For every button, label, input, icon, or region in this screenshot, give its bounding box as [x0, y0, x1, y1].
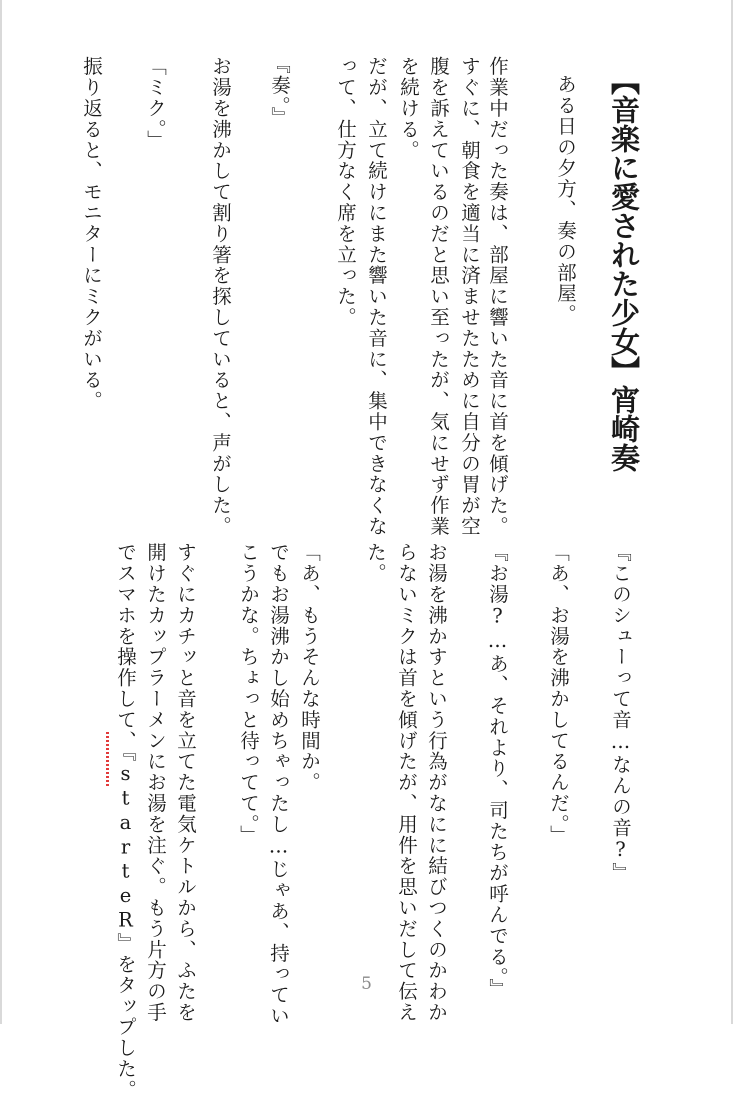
dialogue-line: 『このシューって音…なんの音?』	[609, 542, 632, 884]
dialogue-line: こうかな。ちょっと待ってて。」	[237, 542, 260, 846]
page-left-edge	[0, 0, 2, 1024]
paragraph-line: だが、立て続けにまた響いた音に、集中できなくな	[365, 56, 388, 537]
paragraph-line: 腹を訴えているのだと思い至ったが、気にせず作業	[427, 56, 450, 537]
paragraph-line: ある日の夕方、奏の部屋。	[554, 74, 577, 325]
paragraph-line: らないミクは首を傾げたが、用件を思いだして伝え	[395, 542, 418, 1023]
paragraph-line: 開けたカップラーメンにお湯を注ぐ。もう片方の手	[144, 542, 167, 1023]
paragraph-line: すぐに、朝食を適当に済ませたために自分の胃が空	[458, 56, 481, 537]
page-number: 5	[361, 974, 372, 994]
paragraph-line: 振り返ると、モニターにミクがいる。	[80, 56, 103, 412]
dialogue-line: 『お湯?…あ、それより、司たちが呼んでる。』	[486, 542, 509, 1000]
paragraph-line: 作業中だった奏は、部屋に響いた音に首を傾げた。	[486, 56, 509, 537]
page-title: 【音楽に愛された少女】宵崎奏	[607, 66, 641, 472]
paragraph-line: すぐにカチッと音を立てた電気ケトルから、ふたを	[174, 542, 197, 1023]
dialogue-line: 「あ、もうそんな時間か。	[298, 542, 321, 793]
paragraph-line: を続ける。	[397, 56, 420, 161]
dialogue-line: 『奏。』	[268, 54, 291, 128]
dialogue-line: 「あ、お湯を沸かしてるんだ。」	[547, 542, 570, 846]
dialogue-line: 「ミク。」	[144, 56, 167, 151]
paragraph-line: た。	[364, 542, 387, 584]
spellcheck-underline	[106, 732, 109, 788]
paragraph-line: お湯を沸かして割り箸を探していると、声がした。	[209, 56, 232, 537]
paragraph-line: お湯を沸かすという行為がなにに結びつくのかわか	[425, 542, 448, 1023]
dialogue-line: でもお湯沸かし始めちゃったし…じゃあ、持ってい	[267, 542, 290, 1027]
paragraph-line: でスマホを操作して、『starteR』をタップした。	[114, 542, 137, 1100]
paragraph-line: って、仕方なく席を立った。	[334, 56, 357, 328]
